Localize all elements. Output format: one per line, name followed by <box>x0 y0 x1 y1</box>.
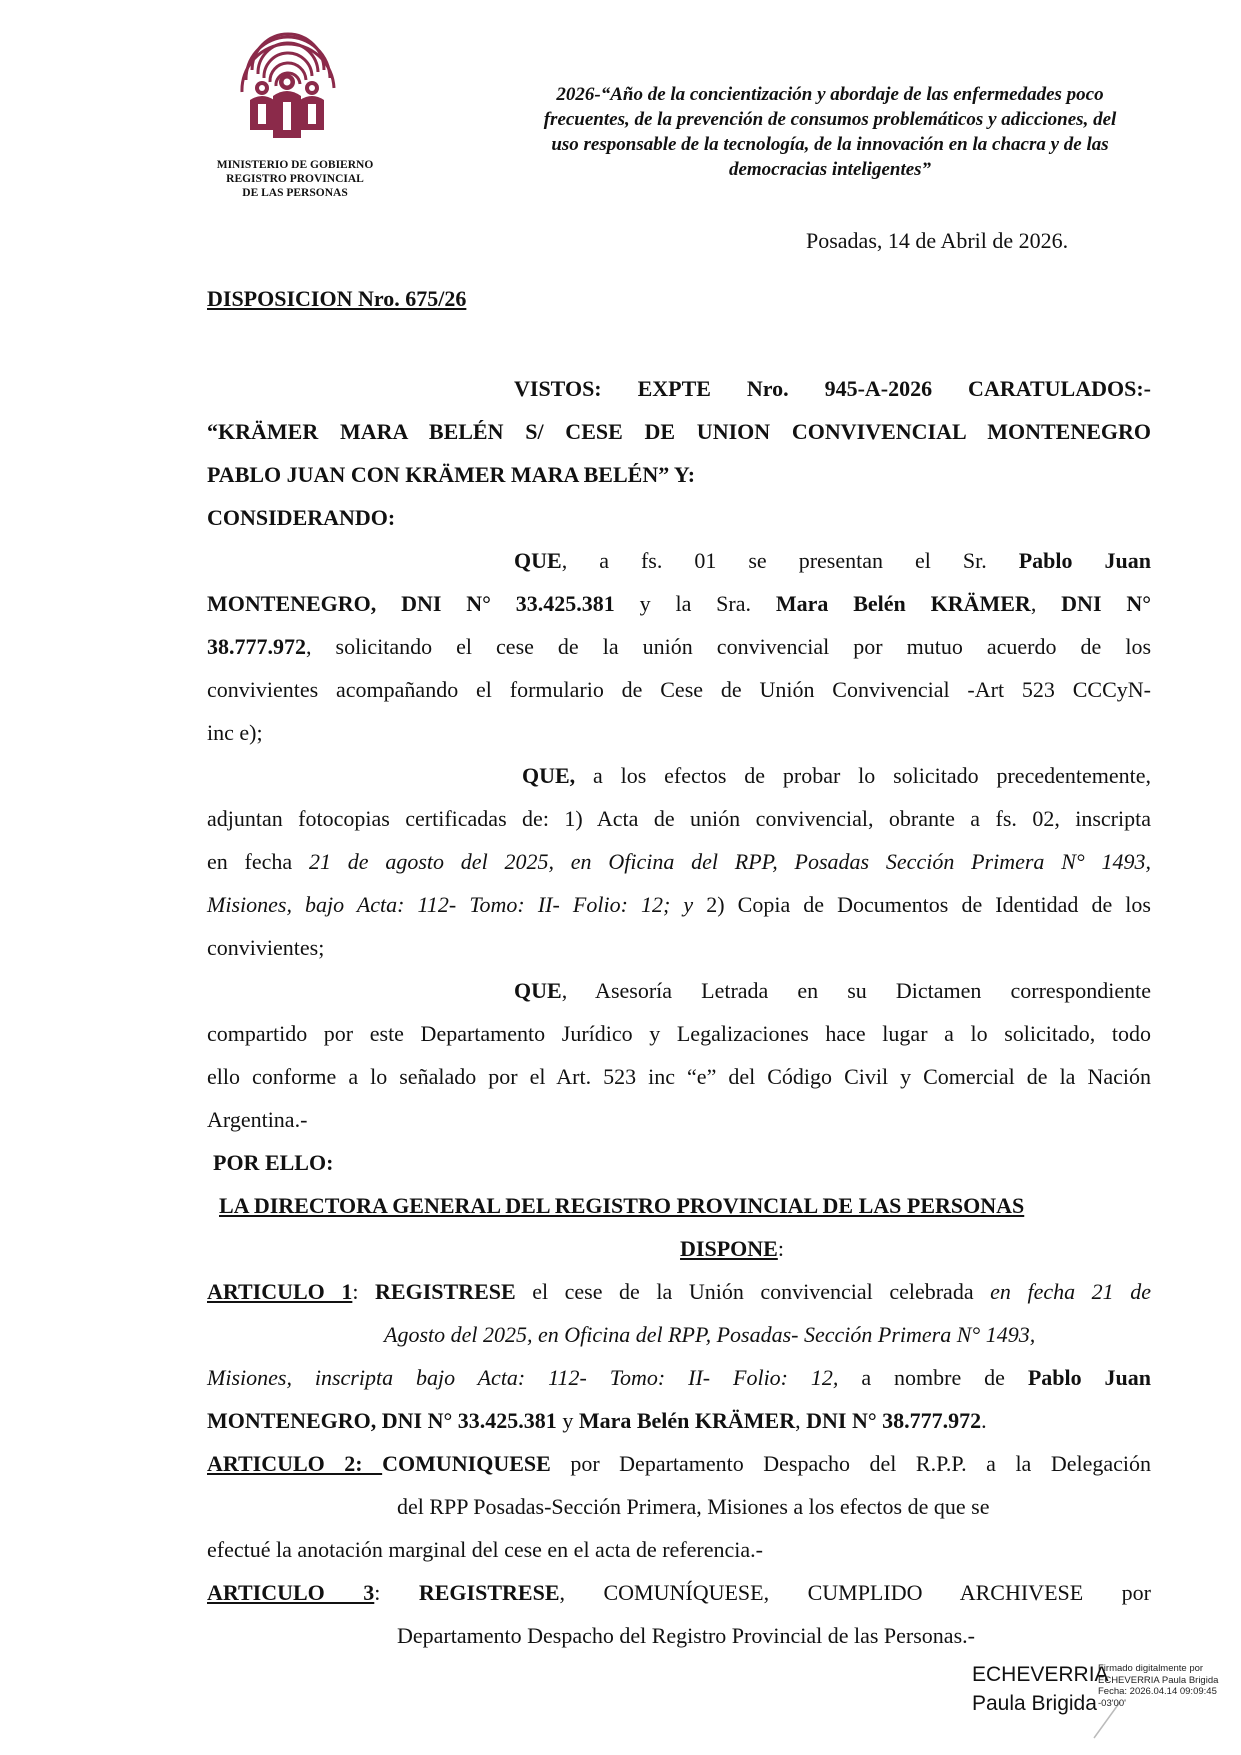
art2-line: efectué la anotación marginal del cese en el acta de referencia.- <box>207 1537 763 1562</box>
motto-line: 2026-“Año de la concientización y abordaje de las enfermedades poco <box>556 84 1104 105</box>
motto-line: frecuentes, de la prevención de consumos problemáticos y adicciones, del <box>543 109 1117 130</box>
que2-line: en fecha 21 de agosto del 2025, en Oficina del RPP, Posadas Sección Primera N° 1493, <box>207 849 1151 874</box>
que3-line: QUE, Asesoría Letrada en su Dictamen correspondiente <box>514 978 1151 1003</box>
ministry-line: DE LAS PERSONAS <box>242 187 348 199</box>
signature-metadata <box>1098 1663 1218 1709</box>
art3-line: Departamento Despacho del Registro Provincial de las Personas.- <box>397 1623 975 1648</box>
que1-line: 38.777.972, solicitando el cese de la unión convivencial por mutuo acuerdo de los <box>207 634 1151 659</box>
que2-line: QUE, a los efectos de probar lo solicitado precedentemente, <box>522 763 1151 788</box>
que1-line: inc e); <box>207 720 263 745</box>
vistos-line: VISTOS: EXPTE Nro. 945-A-2026 CARATULADOS:- <box>514 376 1151 401</box>
ministry-line: REGISTRO PROVINCIAL <box>226 173 364 185</box>
place-date: Posadas, 14 de Abril de 2026. <box>806 228 1069 253</box>
art1-line: MONTENEGRO, DNI N° 33.425.381 y Mara Belén KRÄMER, DNI N° 38.777.972. <box>207 1408 987 1433</box>
motto-line: uso responsable de la tecnología, de la innovación en la chacra y de las <box>551 134 1109 155</box>
que1-line: QUE, a fs. 01 se presentan el Sr. Pablo Juan <box>514 548 1151 573</box>
art2-line: ARTICULO 2: COMUNIQUESE por Departamento Despacho del R.P.P. a la Delegación <box>207 1451 1152 1476</box>
que3-line: compartido por este Departamento Jurídico y Legalizaciones hace lugar a lo solicitado, todo <box>207 1021 1151 1046</box>
signature-meta-line: ECHEVERRIA Paula Brigida <box>1098 1674 1219 1686</box>
directora-heading: LA DIRECTORA GENERAL DEL REGISTRO PROVINCIAL DE LAS PERSONAS <box>219 1193 1025 1218</box>
motto-line: democracias inteligentes” <box>728 159 932 180</box>
ministry-name <box>175 158 415 200</box>
signature-name-line: Paula Brigida <box>972 1692 1097 1715</box>
ministry-line: MINISTERIO DE GOBIERNO <box>216 159 374 171</box>
art2-line: del RPP Posadas-Sección Primera, Misiones a los efectos de que se <box>397 1494 990 1519</box>
art1-line: ARTICULO 1: REGISTRESE el cese de la Unión convivencial celebrada en fecha 21 de <box>207 1279 1151 1304</box>
art1-line: Agosto del 2025, en Oficina del RPP, Posadas- Sección Primera N° 1493, <box>384 1322 1036 1347</box>
que3-line: Argentina.- <box>207 1107 308 1132</box>
vistos-line: PABLO JUAN CON KRÄMER MARA BELÉN” Y: <box>207 462 696 487</box>
que3-line: ello conforme a lo señalado por el Art. 523 inc “e” del Código Civil y Comercial de la Nación <box>207 1064 1151 1089</box>
considerando-heading: CONSIDERANDO: <box>207 505 396 530</box>
que1-line: MONTENEGRO, DNI N° 33.425.381 y la Sra. Mara Belén KRÄMER, DNI N° <box>207 591 1152 616</box>
signature-meta-line: Fecha: 2026.04.14 09:09:45 <box>1098 1686 1217 1697</box>
dispone-heading: DISPONE: <box>680 1236 784 1261</box>
que2-line: convivientes; <box>207 935 325 960</box>
que2-line: Misiones, bajo Acta: 112- Tomo: II- Folio: 12; y 2) Copia de Documentos de Identidad de los <box>207 892 1151 917</box>
year-motto <box>480 82 1180 182</box>
signature-name-line: ECHEVERRIA <box>972 1663 1109 1686</box>
disposition-number: DISPOSICION Nro. 675/26 <box>207 286 467 311</box>
por-ello-heading: POR ELLO: <box>213 1150 334 1175</box>
art3-line: ARTICULO 3: REGISTRESE, COMUNÍQUESE, CUMPLIDO ARCHIVESE por <box>207 1580 1151 1605</box>
ministry-logo <box>232 30 342 150</box>
signature-meta-line: -03'00' <box>1098 1697 1126 1709</box>
art1-line: Misiones, inscripta bajo Acta: 112- Tomo: II- Folio: 12, a nombre de Pablo Juan <box>207 1365 1151 1390</box>
vistos-line: “KRÄMER MARA BELÉN S/ CESE DE UNION CONVIVENCIAL MONTENEGRO <box>207 419 1151 444</box>
signature-meta-line: Firmado digitalmente por <box>1098 1663 1204 1674</box>
vistos-section <box>207 367 1151 1657</box>
que1-line: convivientes acompañando el formulario de Cese de Unión Convivencial -Art 523 CCCyN- <box>207 677 1151 702</box>
signature-name <box>972 1660 1109 1718</box>
que2-line: adjuntan fotocopias certificadas de: 1) Acta de unión convivencial, obrante a fs. 02, inscripta <box>207 806 1151 831</box>
